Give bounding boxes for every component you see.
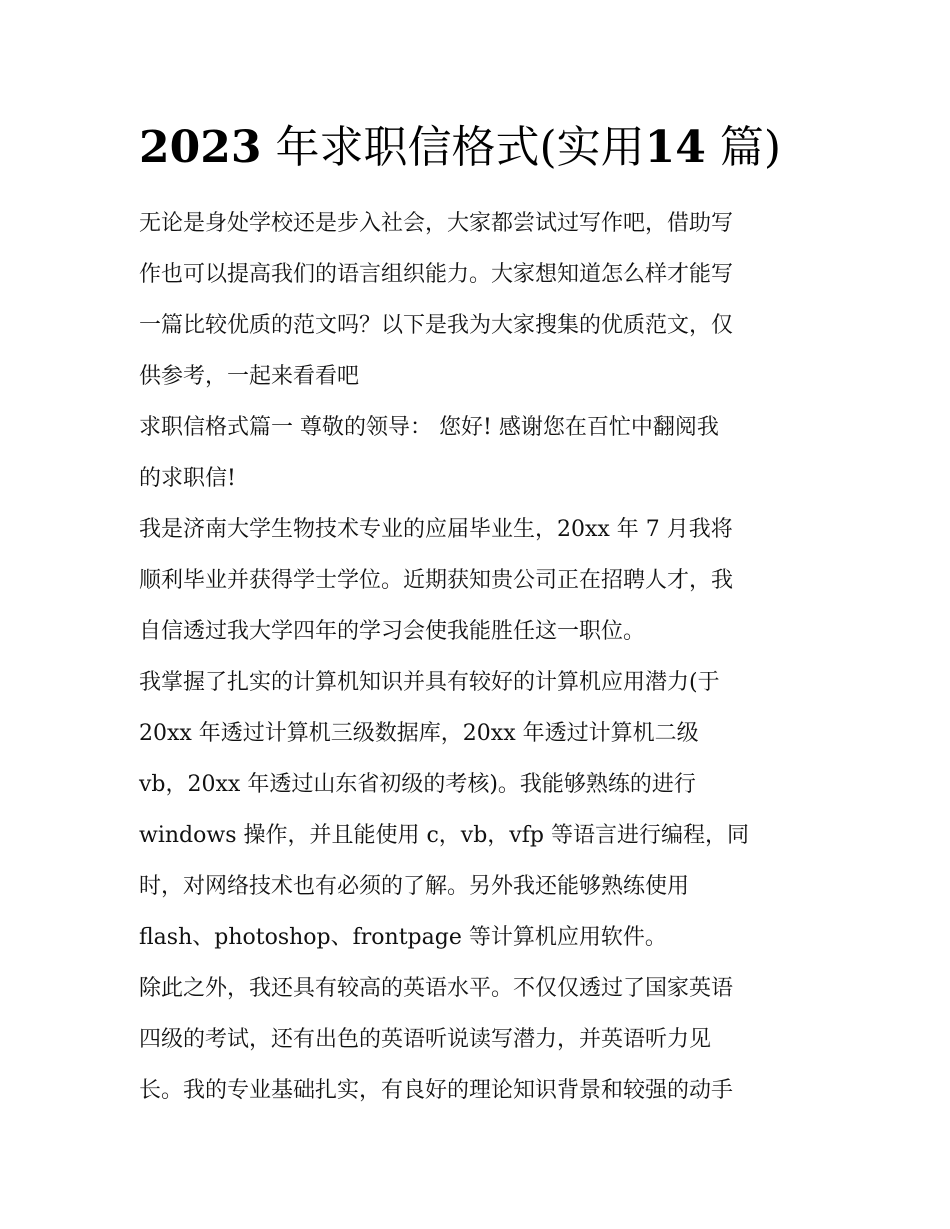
- text-line: flash、photoshop、frontpage 等计算机应用软件。: [139, 925, 667, 950]
- text-line: 长。我的专业基础扎实，有良好的理论知识背景和较强的动手: [139, 1078, 734, 1103]
- text-line: 的求职信!: [139, 466, 236, 491]
- text-line: 我是济南大学生物技术专业的应届毕业生，20xx 年 7 月我将: [139, 517, 733, 542]
- title-text: 年求职信格式(实用: [275, 122, 645, 173]
- text-line: 时，对网络技术也有必须的了解。另外我还能够熟练使用: [139, 874, 690, 899]
- text-line: 供参考，一起来看看吧: [139, 364, 360, 389]
- body-text: [139, 198, 839, 1116]
- text-line: 一篇比较优质的范文吗？以下是我为大家搜集的优质范文，仅: [139, 313, 734, 338]
- text-line: 顺利毕业并获得学士学位。近期获知贵公司正在招聘人才，我: [139, 568, 734, 593]
- text-line: windows 操作，并且能使用 c，vb，vfp 等语言进行编程，同: [139, 823, 749, 848]
- text-line: 四级的考试，还有出色的英语听说读写潜力，并英语听力见: [139, 1027, 712, 1052]
- text-line: vb，20xx 年透过山东省初级的考核)。我能够熟练的进行: [139, 772, 696, 797]
- text-line: 20xx 年透过计算机三级数据库，20xx 年透过计算机二级: [139, 721, 699, 746]
- title-year: 2023: [139, 122, 262, 173]
- text-line: 作也可以提高我们的语言组织能力。大家想知道怎么样才能写: [139, 262, 734, 287]
- text-line: 我掌握了扎实的计算机知识并具有较好的计算机应用潜力(于: [139, 670, 720, 695]
- text-line: 自信透过我大学四年的学习会使我能胜任这一职位。: [139, 619, 646, 644]
- text-line: 除此之外，我还具有较高的英语水平。不仅仅透过了国家英语: [139, 976, 734, 1001]
- text-line: 无论是身处学校还是步入社会，大家都尝试过写作吧，借助写: [139, 211, 734, 236]
- title-number: 14: [644, 122, 706, 173]
- page-title: [139, 118, 839, 178]
- title-end: 篇): [719, 122, 782, 173]
- text-line: 求职信格式篇一 尊敬的领导： 您好! 感谢您在百忙中翻阅我: [139, 415, 719, 440]
